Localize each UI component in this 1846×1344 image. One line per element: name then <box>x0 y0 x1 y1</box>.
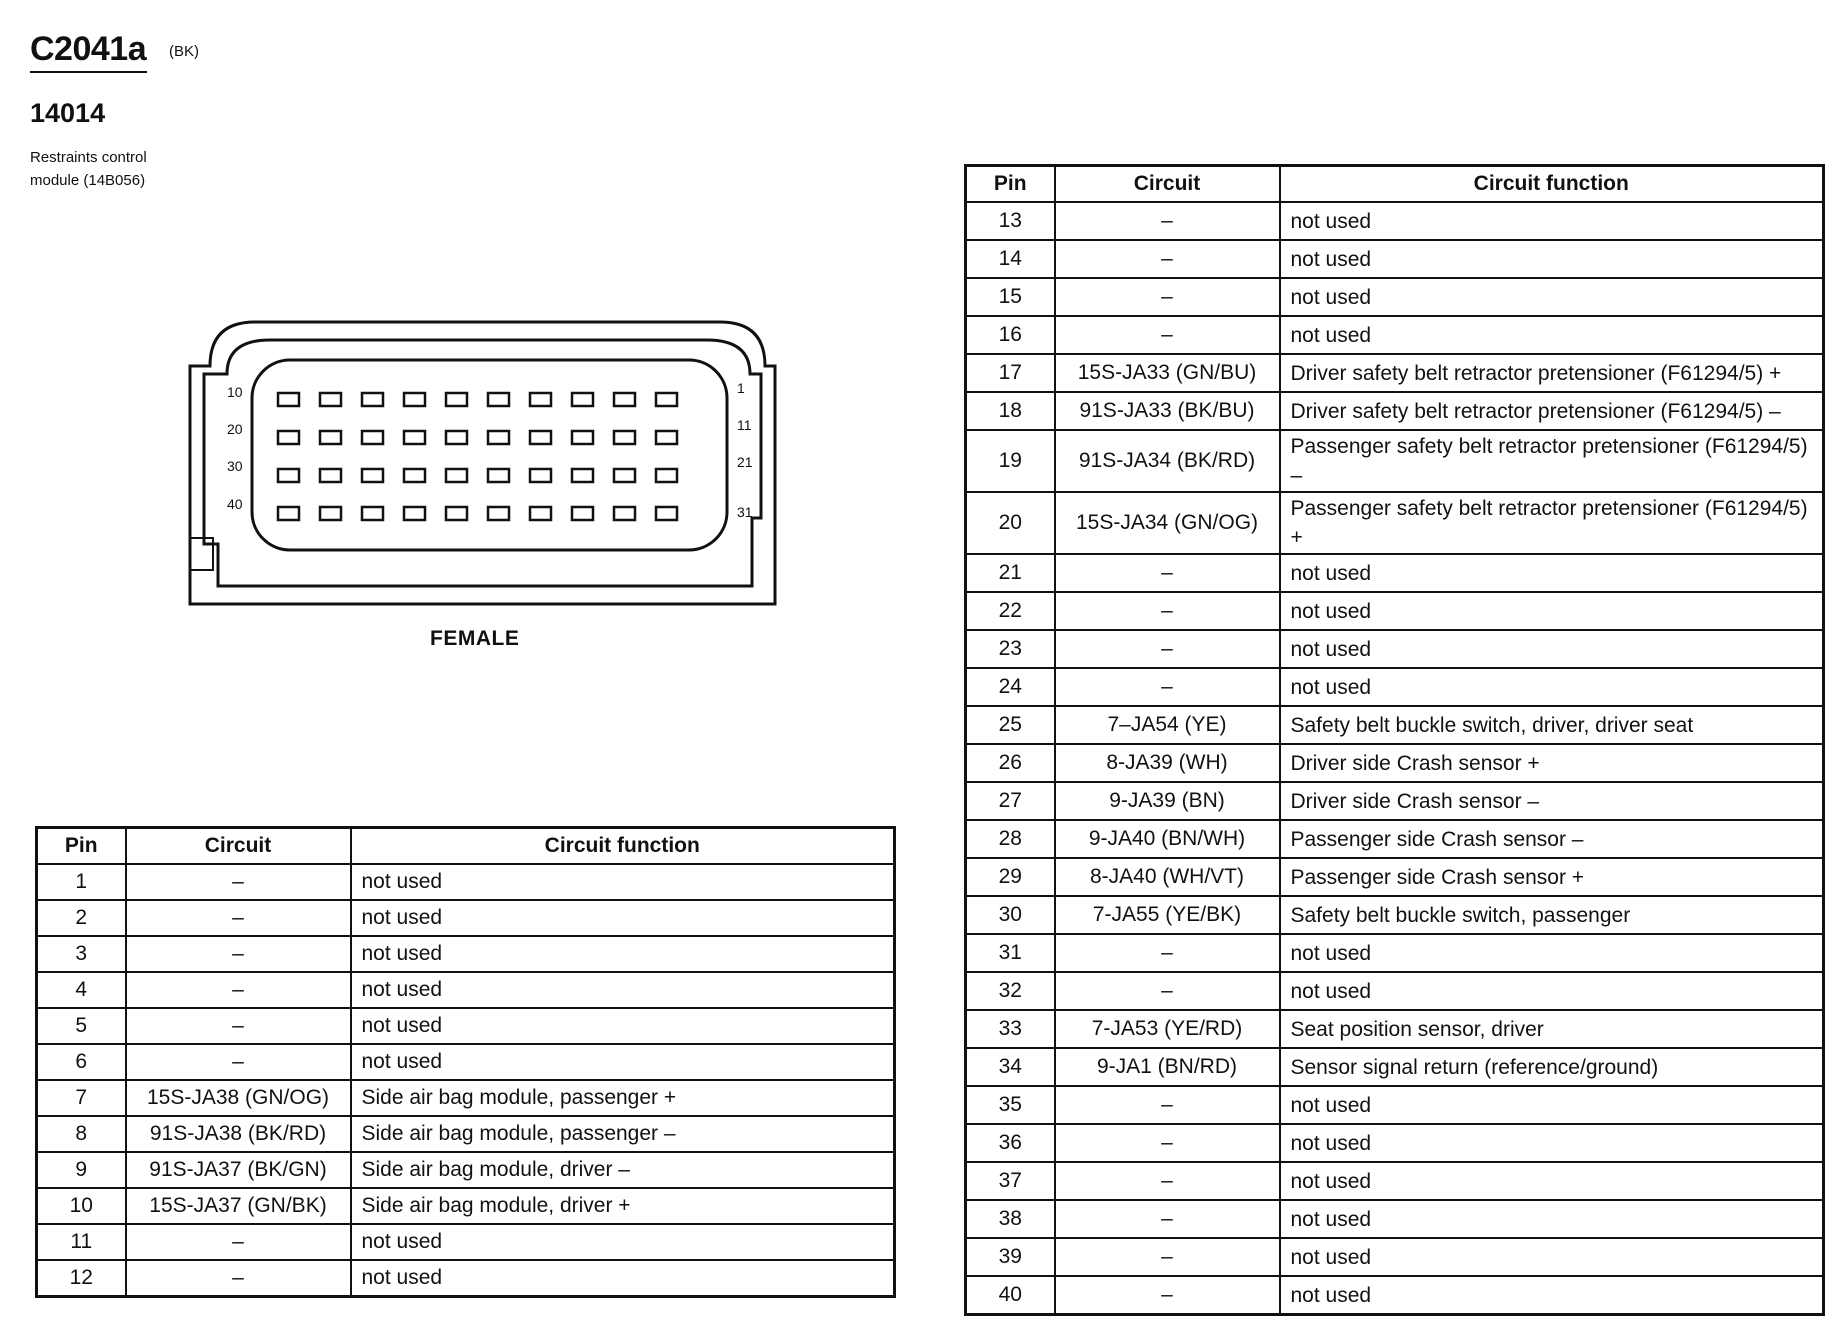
table-row <box>966 430 1824 492</box>
circuit-function-cell: not used <box>351 1008 895 1044</box>
circuit-function-cell: not used <box>1280 202 1824 240</box>
circuit-cell: 15S-JA38 (GN/OG) <box>126 1080 351 1116</box>
table-row <box>37 1188 895 1224</box>
cavity <box>278 393 299 406</box>
circuit-function-cell: Side air bag module, passenger – <box>351 1116 895 1152</box>
circuit-cell: – <box>1055 630 1280 668</box>
pin-cell: 24 <box>966 668 1055 706</box>
pin-cell: 2 <box>37 900 126 936</box>
circuit-function-cell: Driver side Crash sensor – <box>1280 782 1824 820</box>
pin-cell: 30 <box>966 896 1055 934</box>
pin-cell: 25 <box>966 706 1055 744</box>
circuit-function-cell: not used <box>1280 278 1824 316</box>
table-row <box>966 782 1824 820</box>
pin-cell: 34 <box>966 1048 1055 1086</box>
pin-cell: 33 <box>966 1010 1055 1048</box>
pin-cell: 21 <box>966 554 1055 592</box>
table-row <box>966 1238 1824 1276</box>
pin-cell: 12 <box>37 1260 126 1297</box>
pin-cell: 17 <box>966 354 1055 392</box>
circuit-function-cell: Safety belt buckle switch, driver, driver seat <box>1280 706 1824 744</box>
circuit-function-cell: not used <box>1280 934 1824 972</box>
table-row <box>966 706 1824 744</box>
cavity <box>572 469 593 482</box>
circuit-cell: 9-JA1 (BN/RD) <box>1055 1048 1280 1086</box>
connector-color: (BK) <box>169 43 199 60</box>
table-row <box>966 1276 1824 1315</box>
table-header-row <box>966 166 1824 203</box>
circuit-cell: 8-JA39 (WH) <box>1055 744 1280 782</box>
circuit-function-cell: not used <box>351 972 895 1008</box>
cavity <box>362 469 383 482</box>
circuit-cell: 91S-JA38 (BK/RD) <box>126 1116 351 1152</box>
circuit-cell: – <box>1055 934 1280 972</box>
circuit-function-cell: not used <box>1280 972 1824 1010</box>
pin-cell: 22 <box>966 592 1055 630</box>
circuit-function-cell: not used <box>1280 554 1824 592</box>
table-row <box>966 1048 1824 1086</box>
circuit-cell: – <box>1055 202 1280 240</box>
cavity-row-label-left: 30 <box>227 458 243 474</box>
pin-cell: 26 <box>966 744 1055 782</box>
circuit-cell: – <box>1055 1238 1280 1276</box>
table-row <box>37 1224 895 1260</box>
circuit-cell: – <box>1055 554 1280 592</box>
cavity <box>656 393 677 406</box>
circuit-function-cell: Sensor signal return (reference/ground) <box>1280 1048 1824 1086</box>
pin-table-left <box>35 826 896 1298</box>
circuit-function-cell: not used <box>1280 1200 1824 1238</box>
pin-cell: 40 <box>966 1276 1055 1315</box>
connector-id-underline <box>30 71 147 73</box>
table-row <box>966 934 1824 972</box>
cavity <box>278 507 299 520</box>
circuit-cell: 15S-JA33 (GN/BU) <box>1055 354 1280 392</box>
table-row <box>966 392 1824 430</box>
circuit-cell: 91S-JA37 (BK/GN) <box>126 1152 351 1188</box>
connector-outer-shell <box>190 322 775 604</box>
cavity <box>320 431 341 444</box>
pin-cell: 9 <box>37 1152 126 1188</box>
header-pin: Pin <box>966 166 1055 203</box>
circuit-cell: 7–JA54 (YE) <box>1055 706 1280 744</box>
table-row <box>37 1116 895 1152</box>
pin-cell: 7 <box>37 1080 126 1116</box>
circuit-cell: 91S-JA33 (BK/BU) <box>1055 392 1280 430</box>
cavity <box>530 469 551 482</box>
pin-cell: 4 <box>37 972 126 1008</box>
table-row <box>37 1260 895 1297</box>
header-circuit: Circuit <box>1055 166 1280 203</box>
cavity <box>404 507 425 520</box>
cavity <box>404 469 425 482</box>
header-circuit-function: Circuit function <box>351 828 895 865</box>
pin-cell: 1 <box>37 864 126 900</box>
connector-id: C2041a <box>30 30 147 68</box>
table-row <box>966 554 1824 592</box>
header-circuit: Circuit <box>126 828 351 865</box>
table-row <box>966 1010 1824 1048</box>
circuit-cell: – <box>126 1044 351 1080</box>
cavity <box>572 393 593 406</box>
connector-gender-label: FEMALE <box>430 627 520 650</box>
circuit-cell: – <box>1055 1124 1280 1162</box>
pin-cell: 35 <box>966 1086 1055 1124</box>
cavity-row-label-left: 10 <box>227 384 243 400</box>
cavity <box>572 431 593 444</box>
table-row <box>966 1086 1824 1124</box>
table-row <box>966 592 1824 630</box>
cavity-row-label-right: 21 <box>737 454 753 470</box>
table-row <box>966 668 1824 706</box>
table-row <box>966 316 1824 354</box>
cavity <box>530 393 551 406</box>
cavity <box>362 431 383 444</box>
pin-cell: 37 <box>966 1162 1055 1200</box>
circuit-cell: – <box>1055 316 1280 354</box>
cavity-grid <box>278 393 677 520</box>
circuit-function-cell: not used <box>1280 592 1824 630</box>
cavity <box>278 469 299 482</box>
pin-cell: 19 <box>966 430 1055 492</box>
cavity <box>656 431 677 444</box>
pin-cell: 13 <box>966 202 1055 240</box>
connector-description <box>30 146 147 192</box>
table-row <box>37 1044 895 1080</box>
circuit-function-cell: not used <box>1280 668 1824 706</box>
cavity <box>446 431 467 444</box>
table-row <box>37 1152 895 1188</box>
circuit-cell: – <box>126 972 351 1008</box>
circuit-cell: – <box>126 900 351 936</box>
table-row <box>37 900 895 936</box>
cavity <box>362 393 383 406</box>
pin-cell: 11 <box>37 1224 126 1260</box>
cavity <box>446 393 467 406</box>
cavity <box>488 507 509 520</box>
cavity <box>320 507 341 520</box>
circuit-function-cell: not used <box>351 936 895 972</box>
pin-cell: 14 <box>966 240 1055 278</box>
connector-cavity-block <box>252 360 727 550</box>
cavity-row-label-left: 20 <box>227 421 243 437</box>
circuit-function-cell: not used <box>1280 1276 1824 1315</box>
cavity <box>446 469 467 482</box>
table-row <box>966 744 1824 782</box>
circuit-function-cell: not used <box>351 864 895 900</box>
circuit-cell: 15S-JA34 (GN/OG) <box>1055 492 1280 554</box>
cavity <box>572 507 593 520</box>
table-row <box>966 896 1824 934</box>
circuit-function-cell: Side air bag module, driver + <box>351 1188 895 1224</box>
pin-cell: 16 <box>966 316 1055 354</box>
pin-cell: 28 <box>966 820 1055 858</box>
pin-cell: 15 <box>966 278 1055 316</box>
cavity <box>320 469 341 482</box>
table-row <box>966 858 1824 896</box>
table-row <box>966 820 1824 858</box>
circuit-function-cell: Driver side Crash sensor + <box>1280 744 1824 782</box>
pin-cell: 31 <box>966 934 1055 972</box>
cavity-row-label-right: 31 <box>737 504 753 520</box>
pin-cell: 10 <box>37 1188 126 1224</box>
cavity <box>614 469 635 482</box>
table-row <box>966 1200 1824 1238</box>
circuit-cell: 7-JA55 (YE/BK) <box>1055 896 1280 934</box>
cavity <box>656 507 677 520</box>
circuit-cell: – <box>1055 592 1280 630</box>
table-row <box>37 1008 895 1044</box>
circuit-cell: – <box>1055 1276 1280 1315</box>
circuit-function-cell: Driver safety belt retractor pretensioner (F61294/5) + <box>1280 354 1824 392</box>
pin-cell: 20 <box>966 492 1055 554</box>
pin-cell: 8 <box>37 1116 126 1152</box>
circuit-function-cell: not used <box>1280 1124 1824 1162</box>
pin-table-right <box>964 164 1825 1316</box>
circuit-cell: – <box>1055 1086 1280 1124</box>
cavity-row-label-right: 1 <box>737 380 745 396</box>
pin-cell: 27 <box>966 782 1055 820</box>
cavity <box>614 393 635 406</box>
table-row <box>966 1162 1824 1200</box>
connector-face-diagram <box>180 318 800 618</box>
pin-cell: 29 <box>966 858 1055 896</box>
cavity <box>656 469 677 482</box>
header-pin: Pin <box>37 828 126 865</box>
circuit-function-cell: Safety belt buckle switch, passenger <box>1280 896 1824 934</box>
table-row <box>966 1124 1824 1162</box>
pin-cell: 5 <box>37 1008 126 1044</box>
table-row <box>966 630 1824 668</box>
circuit-function-cell: Driver safety belt retractor pretensioner (F61294/5) – <box>1280 392 1824 430</box>
cavity <box>488 431 509 444</box>
circuit-cell: – <box>126 936 351 972</box>
circuit-cell: – <box>1055 668 1280 706</box>
connector-description-line: module (14B056) <box>30 172 146 189</box>
pin-cell: 39 <box>966 1238 1055 1276</box>
connector-number: 14014 <box>30 98 106 128</box>
cavity <box>530 507 551 520</box>
circuit-cell: – <box>126 864 351 900</box>
circuit-function-cell: not used <box>1280 630 1824 668</box>
cavity-row-label-left: 40 <box>227 496 243 512</box>
table-row <box>966 202 1824 240</box>
circuit-cell: – <box>1055 1162 1280 1200</box>
connector-description-line: Restraints control <box>30 149 147 166</box>
circuit-function-cell: Side air bag module, passenger + <box>351 1080 895 1116</box>
circuit-function-cell: not used <box>351 900 895 936</box>
pin-cell: 32 <box>966 972 1055 1010</box>
circuit-function-cell: Passenger safety belt retractor pretensioner (F61294/5) + <box>1280 492 1824 554</box>
circuit-cell: – <box>1055 240 1280 278</box>
table-row <box>966 240 1824 278</box>
circuit-cell: 91S-JA34 (BK/RD) <box>1055 430 1280 492</box>
circuit-function-cell: not used <box>1280 240 1824 278</box>
circuit-cell: 15S-JA37 (GN/BK) <box>126 1188 351 1224</box>
circuit-cell: – <box>1055 972 1280 1010</box>
cavity <box>446 507 467 520</box>
circuit-function-cell: not used <box>1280 316 1824 354</box>
circuit-function-cell: not used <box>1280 1238 1824 1276</box>
circuit-cell: – <box>1055 278 1280 316</box>
cavity <box>404 393 425 406</box>
pin-cell: 38 <box>966 1200 1055 1238</box>
cavity <box>530 431 551 444</box>
circuit-function-cell: not used <box>1280 1086 1824 1124</box>
circuit-cell: – <box>1055 1200 1280 1238</box>
circuit-cell: 9-JA40 (BN/WH) <box>1055 820 1280 858</box>
cavity <box>362 507 383 520</box>
circuit-cell: – <box>126 1008 351 1044</box>
table-row <box>37 864 895 900</box>
table-row <box>37 1080 895 1116</box>
circuit-function-cell: Passenger safety belt retractor pretensioner (F61294/5) – <box>1280 430 1824 492</box>
cavity <box>614 507 635 520</box>
table-row <box>37 936 895 972</box>
cavity <box>488 393 509 406</box>
pin-cell: 18 <box>966 392 1055 430</box>
pin-cell: 36 <box>966 1124 1055 1162</box>
table-row <box>966 972 1824 1010</box>
circuit-function-cell: not used <box>351 1044 895 1080</box>
pin-cell: 3 <box>37 936 126 972</box>
circuit-cell: 7-JA53 (YE/RD) <box>1055 1010 1280 1048</box>
pin-cell: 23 <box>966 630 1055 668</box>
pin-table-right-body <box>966 202 1824 1315</box>
table-row <box>966 492 1824 554</box>
circuit-function-cell: not used <box>1280 1162 1824 1200</box>
table-row <box>966 354 1824 392</box>
header-circuit-function: Circuit function <box>1280 166 1824 203</box>
table-row <box>966 278 1824 316</box>
circuit-function-cell: not used <box>351 1224 895 1260</box>
pin-cell: 6 <box>37 1044 126 1080</box>
table-row <box>37 972 895 1008</box>
table-header-row <box>37 828 895 865</box>
cavity <box>404 431 425 444</box>
pin-table-left-body <box>37 864 895 1297</box>
circuit-function-cell: Passenger side Crash sensor + <box>1280 858 1824 896</box>
circuit-function-cell: not used <box>351 1260 895 1297</box>
circuit-cell: 8-JA40 (WH/VT) <box>1055 858 1280 896</box>
circuit-cell: – <box>126 1224 351 1260</box>
cavity <box>488 469 509 482</box>
cavity <box>278 431 299 444</box>
circuit-function-cell: Passenger side Crash sensor – <box>1280 820 1824 858</box>
circuit-function-cell: Seat position sensor, driver <box>1280 1010 1824 1048</box>
cavity <box>320 393 341 406</box>
cavity <box>614 431 635 444</box>
circuit-function-cell: Side air bag module, driver – <box>351 1152 895 1188</box>
circuit-cell: 9-JA39 (BN) <box>1055 782 1280 820</box>
cavity-row-label-right: 11 <box>737 417 752 433</box>
circuit-cell: – <box>126 1260 351 1297</box>
